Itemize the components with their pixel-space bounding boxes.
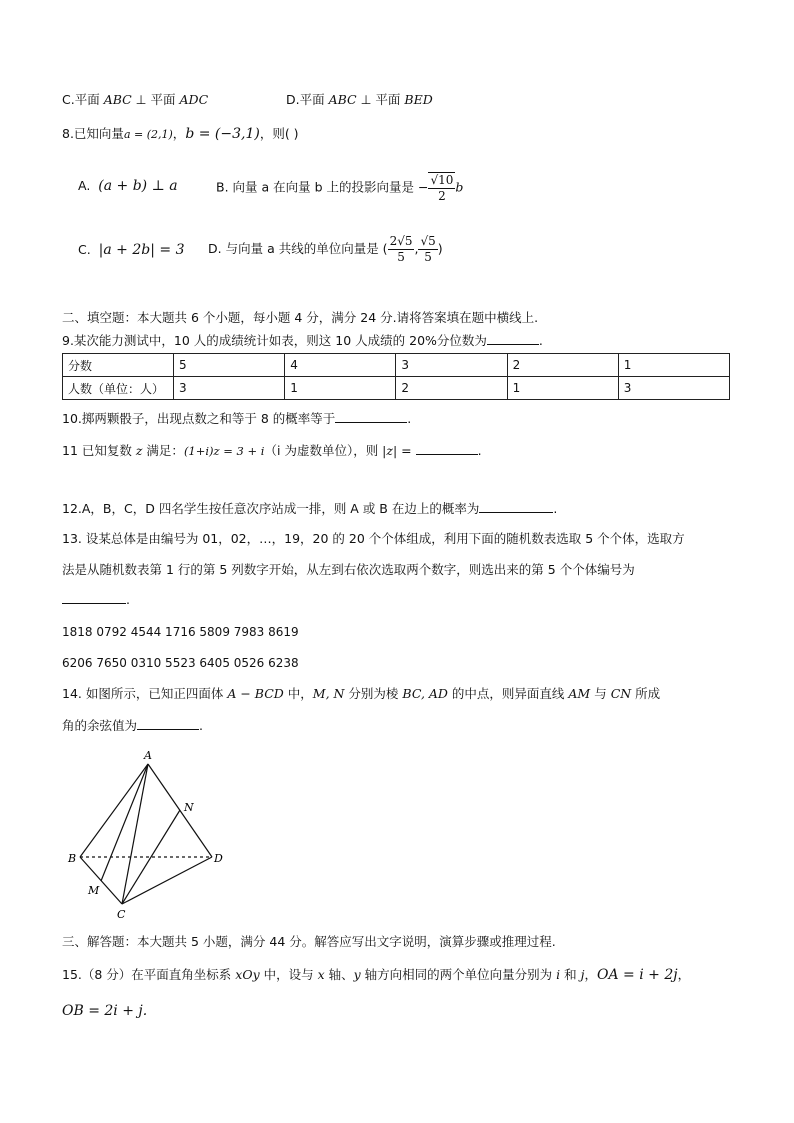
point-label-a: A [144,749,152,762]
table-cell: 1 [285,377,396,400]
point-label-n: N [184,801,194,814]
section-2-heading: 二、填空题：本大题共 6 个小题，每小题 4 分，满分 24 分.请将答案填在题中横线上. [62,310,539,325]
score-table [62,353,730,400]
table-cell: 1 [507,377,618,400]
q12-answer-blank[interactable] [479,500,553,513]
point-label-b: B [68,852,77,865]
q8-option-d: D. 与向量 a 共线的单位向量是 ( $\frac{2√5}{5}$ , $\frac{√5}{5}$ ) [208,234,443,264]
q13-answer-blank[interactable] [62,591,126,604]
q13-line-2: 法是从随机数表第 1 行的第 5 列数字开始，从左到右依次选取两个数字，则选出来的第 5 个个体编号为 [62,562,635,577]
q8-option-b: B. 向量 a 在向量 b 上的投影向量是 − $\frac{√10}{2}$ b [216,173,464,203]
section-3-heading: 三、解答题：本大题共 5 小题，满分 44 分。解答应写出文字说明，演算步骤或推理过程. [62,934,556,949]
point-label-m: M [88,884,100,897]
q13-line-1: 13. 设某总体是由编号为 01，02，…，19，20 的 20 个个体组成，利用下面的随机数表选取 5 个个体，选取方 [62,531,685,546]
random-number-row-2: 6206 7650 0310 5523 6405 0526 6238 [62,656,299,670]
point-label-d: D [214,852,223,865]
q8-option-c: C. |a + 2b| = 3 [78,242,185,258]
segment-am [101,764,148,881]
q10-answer-blank[interactable] [335,410,407,423]
edge-ab [80,764,148,857]
q8-option-a: A. (a + b) ⊥ a [78,178,178,194]
table-cell: 3 [396,354,507,377]
table-row [63,377,730,400]
q14-answer-blank[interactable] [137,717,199,730]
q9-stem: 9.某次能力测试中，10 人的成绩统计如表，则这 10 人成绩的 20%分位数为 . [62,333,543,348]
q14-line-2: 角的余弦值为 . [62,718,203,733]
q8-optb-fraction: $\frac{√10}{2}$ [430,173,454,203]
q14-line-1: 14. 如图所示，已知正四面体 A − BCD 中，M, N 分别为棱 BC, AD 的中点，则异面直线 AM 与 CN 所成 [62,686,661,701]
table-cell: 4 [285,354,396,377]
q15-line-2: OB = 2i + j. [62,1003,148,1019]
table-cell: 2 [507,354,618,377]
q8-optd-fraction-2: $\frac{√5}{5}$ [420,234,436,264]
q9-answer-blank[interactable] [487,332,539,345]
q7-option-d: D.平面 ABC ⊥ 平面 BED [286,92,433,107]
tetrahedron-figure [60,744,240,924]
q12-stem: 12.A，B，C，D 四名学生按任意次序站成一排，则 A 或 B 在边上的概率为 . [62,501,558,516]
q13-line-3: . [62,591,130,609]
table-cell: 5 [174,354,285,377]
q8-stem: 8.已知向量a = (2,1)，b = (−3,1)，则( ) [62,126,299,142]
q15-line-1: 15.（8 分）在平面直角坐标系 xOy 中，设与 x 轴、y 轴方向相同的两个单位向量分别为 i 和 j，OA = i + 2j， [62,967,691,983]
table-cell: 分数 [63,354,174,377]
q7-option-c: C.平面 ABC ⊥ 平面 ADC [62,92,209,107]
q11-answer-blank[interactable] [416,442,478,455]
q10-stem: 10.掷两颗骰子，出现点数之和等于 8 的概率等于 . [62,411,412,426]
table-cell: 人数（单位：人） [63,377,174,400]
edge-cd [122,857,212,904]
random-number-row-1: 1818 0792 4544 1716 5809 7983 8619 [62,625,299,639]
q8-optd-fraction-1: $\frac{2√5}{5}$ [389,234,413,264]
point-label-c: C [117,908,126,921]
table-cell: 1 [618,354,729,377]
table-header-row [63,354,730,377]
table-cell: 2 [396,377,507,400]
q11-stem: 11 已知复数 z 满足：(1+i)z = 3 + i（i 为虚数单位），则 |z| = . [62,443,482,458]
table-cell: 3 [618,377,729,400]
table-cell: 3 [174,377,285,400]
